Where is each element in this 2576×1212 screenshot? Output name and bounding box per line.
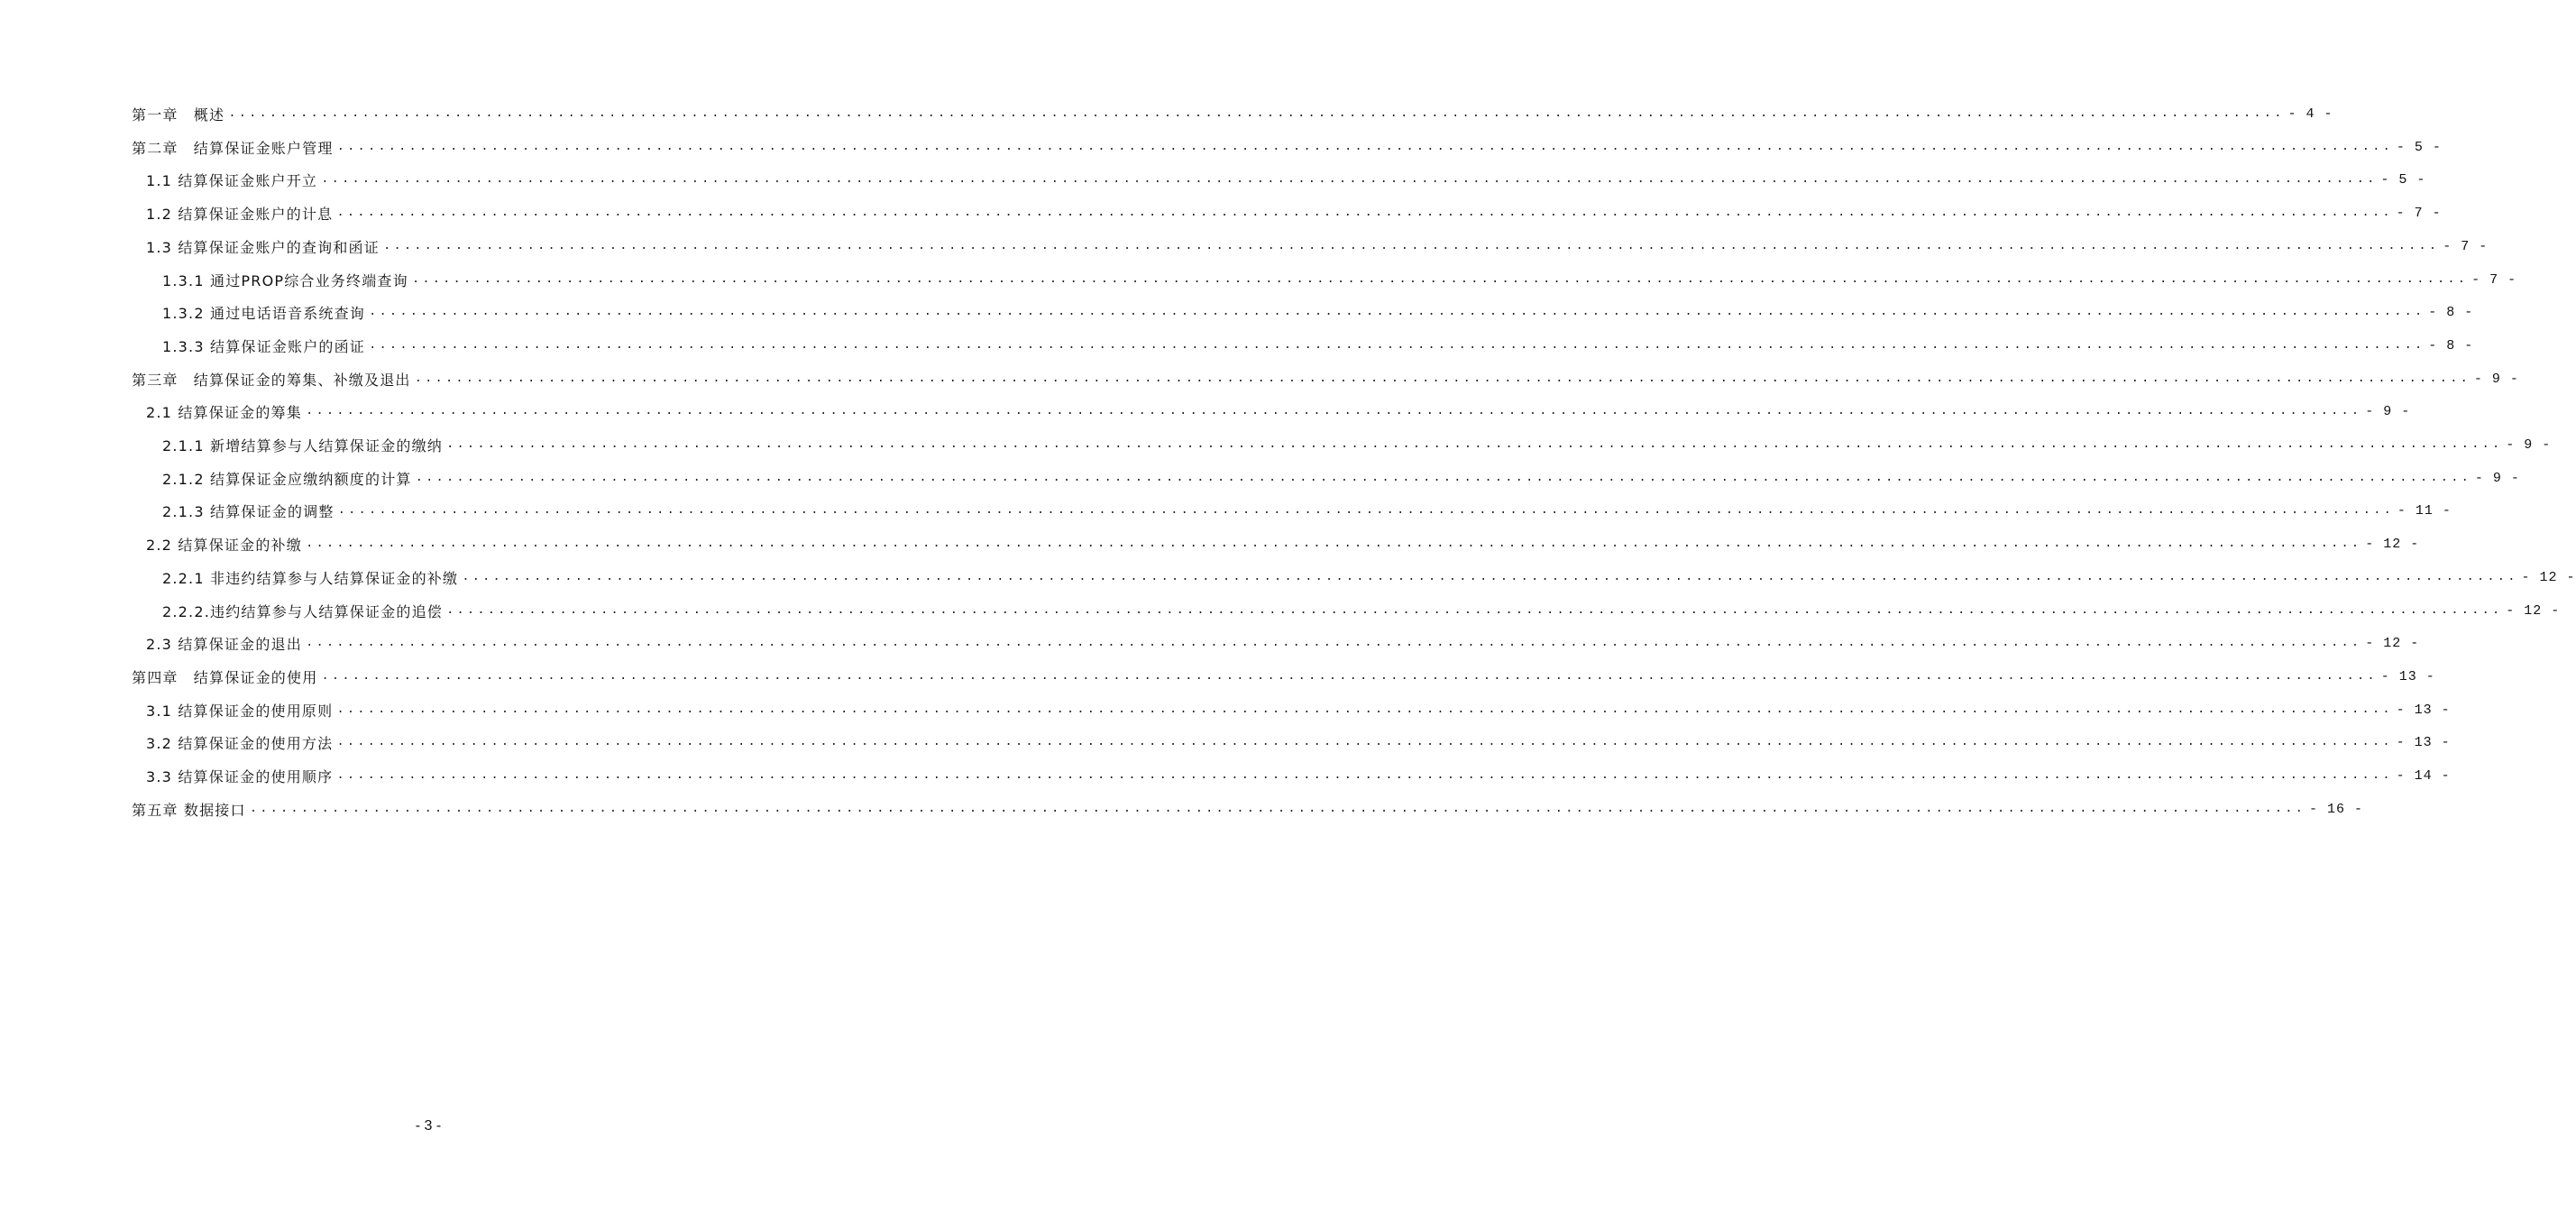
toc-entry[interactable] [162,598,2561,623]
toc-entry-page: - 7 - [2471,271,2517,288]
toc-entry[interactable] [146,200,2442,225]
toc-entry-page: - 12 - [2521,569,2576,585]
toc-entry-title: 1.3.2 通过电话语音系统查询 [162,304,365,322]
toc-entry-page: - 4 - [2287,106,2333,122]
toc-entry-page: - 9 - [2506,436,2552,453]
toc-dot-leader: ........................................................................................................................................................................................................ [305,537,2362,551]
toc-entry-title: 第五章 数据接口 [132,801,246,819]
toc-entry-title: 2.2.1 非违约结算参与人结算保证金的补缴 [162,569,459,587]
toc-entry-page: - 5 - [2396,139,2442,155]
toc-dot-leader: ........................................................................................................................................................................................................ [228,106,2285,121]
toc-dot-leader: ........................................................................................................................................................................................................ [305,404,2362,418]
toc-entry-title: 2.1.1 新增结算参与人结算保证金的缴纳 [162,436,443,454]
toc-entry[interactable] [132,796,2363,822]
toc-entry-title: 2.1.3 结算保证金的调整 [162,502,335,520]
toc-entry[interactable] [146,697,2451,722]
toc-dot-leader: ........................................................................................................................................................................................................ [336,206,2393,220]
toc-entry-title: 2.1 结算保证金的筹集 [146,403,302,421]
toc-entry[interactable] [146,763,2451,788]
toc-entry-page: - 14 - [2396,767,2451,784]
toc-dot-leader: ........................................................................................................................................................................................................ [305,636,2362,650]
toc-entry[interactable] [132,134,2442,160]
page-number: - 3 - [415,1118,442,1134]
toc-entry-title: 1.2 结算保证金账户的计息 [146,205,334,223]
toc-entry[interactable] [146,630,2420,656]
toc-entry-title: 3.3 结算保证金的使用顺序 [146,767,334,785]
toc-entry-title: 第二章 结算保证金账户管理 [132,139,334,157]
toc-entry-page: - 12 - [2506,602,2561,619]
toc-dot-leader: ........................................................................................................................................................................................................ [411,272,2469,287]
toc-dot-leader: ........................................................................................................................................................................................................ [462,570,2518,584]
toc-entry-page: - 16 - [2308,801,2363,817]
toc-entry-title: 第三章 结算保证金的筹集、补缴及退出 [132,371,411,389]
toc-entry[interactable] [146,531,2420,556]
toc-dot-leader: ........................................................................................................................................................................................................ [336,768,2393,783]
toc-entry[interactable] [132,101,2333,126]
toc-entry-page: - 8 - [2428,337,2474,354]
toc-entry-page: - 8 - [2428,304,2474,320]
toc-entry-title: 3.1 结算保证金的使用原则 [146,702,334,720]
toc-entry-title: 2.2 结算保证金的补缴 [146,536,302,554]
toc-dot-leader: ........................................................................................................................................................................................................ [414,372,2471,386]
toc-entry[interactable] [146,234,2489,259]
toc-entry[interactable] [132,366,2519,391]
toc-entry-page: - 7 - [2396,205,2442,221]
toc-entry-page: - 12 - [2365,635,2420,651]
toc-dot-leader: ........................................................................................................................................................................................................ [415,471,2471,485]
toc-entry[interactable] [132,664,2435,689]
toc-entry-title: 第四章 结算保证金的使用 [132,668,318,686]
toc-entry-page: - 13 - [2396,702,2451,718]
toc-dot-leader: ........................................................................................................................................................................................................ [369,338,2425,353]
toc-entry-page: - 11 - [2397,502,2452,519]
toc-entry-title: 1.3 结算保证金账户的查询和函证 [146,238,380,256]
toc-entry-page: - 12 - [2365,536,2420,552]
toc-entry-title: 1.3.1 通过PROP综合业务终端查询 [162,271,408,289]
toc-entry-title: 第一章 概述 [132,106,225,124]
toc-entry[interactable] [162,333,2474,358]
toc-entry-page: - 9 - [2473,371,2519,387]
toc-entry-title: 1.1 结算保证金账户开立 [146,171,318,189]
toc-dot-leader: ........................................................................................................................................................................................................ [446,437,2503,452]
toc-entry[interactable] [162,498,2452,523]
toc-entry-title: 2.3 结算保证金的退出 [146,635,302,653]
toc-entry[interactable] [146,399,2411,424]
toc-entry-page: - 9 - [2365,403,2411,419]
toc-entry-page: - 13 - [2396,734,2451,750]
toc-dot-leader: ........................................................................................................................................................................................................ [336,140,2393,154]
toc-entry-title: 1.3.3 结算保证金账户的函证 [162,337,365,355]
toc-dot-leader: ........................................................................................................................................................................................................ [336,735,2393,749]
toc-dot-leader: ........................................................................................................................................................................................................ [369,305,2425,319]
toc-entry[interactable] [162,299,2474,325]
toc-dot-leader: ........................................................................................................................................................................................................ [446,603,2503,618]
toc-entry-title: 2.1.2 结算保证金应缴纳额度的计算 [162,470,412,488]
toc-entry-page: - 5 - [2380,171,2426,188]
toc-entry[interactable] [162,432,2552,457]
toc-entry-title: 3.2 结算保证金的使用方法 [146,734,334,752]
toc-dot-leader: ........................................................................................................................................................................................................ [249,802,2306,816]
toc-entry[interactable] [146,730,2451,755]
toc-entry[interactable] [146,167,2426,192]
toc-dot-leader: ........................................................................................................................................................................................................ [321,172,2378,187]
toc-entry[interactable] [162,465,2520,491]
toc-dot-leader: ........................................................................................................................................................................................................ [321,669,2378,684]
toc-dot-leader: ........................................................................................................................................................................................................ [336,702,2393,717]
toc-entry-page: - 7 - [2443,238,2489,254]
toc-entry-page: - 9 - [2474,470,2520,486]
toc-entry[interactable] [162,267,2517,292]
toc-dot-leader: ........................................................................................................................................................................................................ [337,503,2394,518]
toc-dot-leader: ........................................................................................................................................................................................................ [382,239,2440,253]
toc-entry-title: 2.2.2.违约结算参与人结算保证金的追偿 [162,602,443,620]
toc-entry-page: - 13 - [2380,668,2435,684]
toc-entry[interactable] [162,565,2576,590]
